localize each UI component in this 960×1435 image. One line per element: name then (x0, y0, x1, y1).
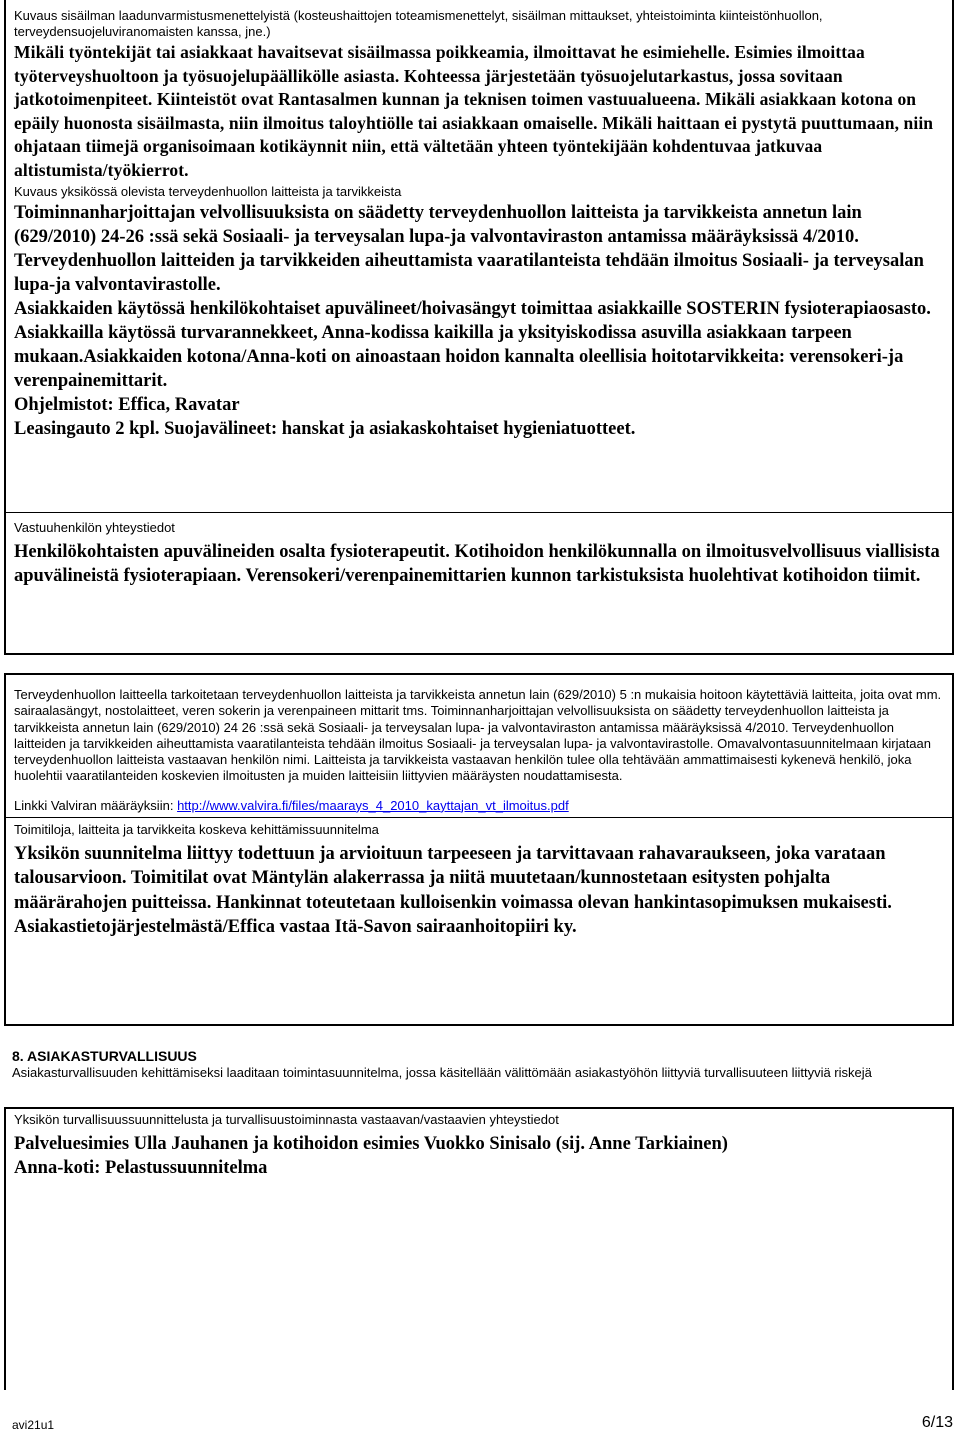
page-number: 6/13 (921, 1414, 953, 1431)
equipment-paragraph: Ohjelmistot: Effica, Ravatar (14, 395, 240, 415)
equipment-paragraph: Toiminnanharjoittajan velvollisuuksista on säädetty terveydenhuollon laitteista ja tarvikkeista annetun lain (629/2010) 24-26 :ssä sekä Sosiaali- ja terveysalan lupa-ja valvontaviraston antamissa määräyksissä 4/2010. Terveydenhuollon laitteiden ja tarvikkeiden aiheuttamista vaaratilanteista tehdään ilmoitus Sosiaali- ja terveysalan lupa-ja valvontavirastolle. (14, 203, 924, 295)
development-plan-label: Toimitiloja, laitteita ja tarvikkeita koskeva kehittämissuunnitelma (14, 821, 379, 837)
valvira-link-label: Linkki Valviran määräyksiin: (14, 797, 174, 813)
equipment-body (6, 201, 952, 441)
responsible-person-body: Henkilökohtaisten apuvälineiden osalta fysioterapeutit. Kotihoidon henkilökunnalla on ilmoitusvelvollisuus viallisista apuvälineistä fysioterapiaan. Verensokeri/verenpainemittarien kunnon tarkistuksista huolehtivat kotihoidon tiimit. (14, 542, 940, 586)
valvira-link[interactable]: http://www.valvira.fi/files/maarays_4_2010_kayttajan_vt_ilmoitus.pdf (177, 797, 569, 813)
divider (6, 512, 952, 513)
section-intro: Asiakasturvallisuuden kehittämiseksi laaditaan toimintasuunnitelma, jossa käsitellään välittömään asiakastyöhön liittyviä turvallisuuteen liittyviä riskejä (12, 1065, 872, 1080)
equipment-paragraph: Leasingauto 2 kpl. Suojavälineet: hanskat ja asiakaskohtaiset hygieniatuotteet. (14, 419, 636, 439)
responsible-person-block (6, 520, 952, 588)
equipment-info-section (4, 673, 954, 1026)
valvira-link-row (6, 798, 952, 814)
safety-contact-line: Palveluesimies Ulla Jauhanen ja kotihoidon esimies Vuokko Sinisalo (sij. Anne Tarkiainen) (14, 1134, 728, 1154)
indoor-air-section (4, 0, 954, 655)
equipment-info-text: Terveydenhuollon laitteella tarkoitetaan terveydenhuollon laitteista ja tarvikkeista annetun lain (629/2010) 5 :n mukaisia hoitoon käytettäviä laitteita, joita ovat mm. sairaalasängyt, nostolaitteet, veren sokerin ja verenpaineen mittarit tms. Toiminnanharjoittajan velvollisuuksista on säädetty terveydenhuollon laitteista ja tarvikkeista annetun lain (629/2010) 24 26 :ssä sekä Sosiaali- ja terveysalan lupa- ja valvontaviraston antamissa määräyksissä 4/2010. Terveydenhuollon laitteiden ja tarvikkeiden aiheuttamista vaaratilanteista tehdään ilmoitus Sosiaali- ja terveysalan lupa- ja valvontavirastolle. Omavalvontasuunnitelmaan kirjataan terveydenhuollon laitteista vastaavan henkilön nimi. Laitteista ja tarvikkeista vastaavan henkilön tulee olla tehtävään ammattimaisesti kykenevä henkilö, joka huolehtii vaaratilanteiden koskevien ilmoitusten ja muiden laitteisiin liittyvien määräysten noudattamisesta. (14, 687, 942, 784)
section-8 (12, 1047, 942, 1081)
responsible-person-label: Vastuuhenkilön yhteystiedot (14, 520, 175, 535)
equipment-paragraph: Asiakkaiden käytössä henkilökohtaiset apuvälineet/hoivasängyt toimittaa asiakkaille SOSTERIN fysioterapiaosasto. Asiakkailla käytössä turvarannekkeet, Anna-kodissa kaikilla ja yksityiskodissa asuvilla asiakkaan tarpeen mukaan.Asiakkaiden kotona/Anna-koti on ainoastaan hoidon kannalta oleellisia hoitotarvikkeita: verensokeri-ja verenpainemittarit. (14, 299, 931, 391)
divider (6, 817, 952, 818)
indoor-air-body: Mikäli työntekijät tai asiakkaat havaitsevat sisäilmassa poikkeamia, ilmoittavat he esimiehelle. Esimies ilmoittaa työterveyshuoltoon ja työsuojelupäällikölle asiasta. Kohteessa järjestetään työsuojelutarkastus, jossa sovitaan jatkotoimenpiteet. Kiinteistöt ovat Rantasalmen kunnan ja teknisen toimen vastuualueena. Mikäli asiakkaan kotona on epäily huonosta sisäilmasta, niin ilmoitus taloyhtiölle tai asiakkaan omaiselle. Mikäli haittaan ei pystytä puuttumaan, niin ohjataan tiimejä organisoimaan kotikäynnit niin, että vältetään yhteen työntekijään kohdentuvaa jatkuvaa altistumista/työkierrot. (14, 42, 934, 180)
development-plan-body: Yksikön suunnitelma liittyy todettuun ja arvioituun tarpeeseen ja tarvittavaan rahavaraukseen, joka varataan talousarvioon. Toimitilat ovat Mäntylän alakerrassa ja niitä muutetaan/kunnostetaan esitysten pohjalta määrärahojen puitteissa. Hankinnat toteutetaan kulloisenkin voimassa olevan hankintasopimuksen mukaisesti. Asiakastietojärjestelmästä/Effica vastaa Itä-Savon sairaanhoitopiiri ky. (14, 843, 892, 938)
safety-contacts-label: Yksikön turvallisuussuunnittelusta ja turvallisuustoiminnasta vastaavan/vastaavien yhteystiedot (14, 1112, 559, 1127)
safety-contact-line: Anna-koti: Pelastussuunnitelma (14, 1158, 268, 1178)
safety-contacts-section (4, 1107, 954, 1390)
section-heading: 8. ASIAKASTURVALLISUUS (12, 1048, 197, 1064)
equipment-label: Kuvaus yksikössä olevista terveydenhuollon laitteista ja tarvikkeista (14, 184, 402, 199)
indoor-air-label: Kuvaus sisäilman laadunvarmistusmenettelyistä (kosteushaittojen toteamismenettelyt, sisäilman mittaukset, yhteistoiminta kiinteistönhuollon, terveydensuojeluviranomaisten kanssa, jne.) (14, 8, 823, 39)
document-code: avi21u1 (12, 1418, 55, 1432)
